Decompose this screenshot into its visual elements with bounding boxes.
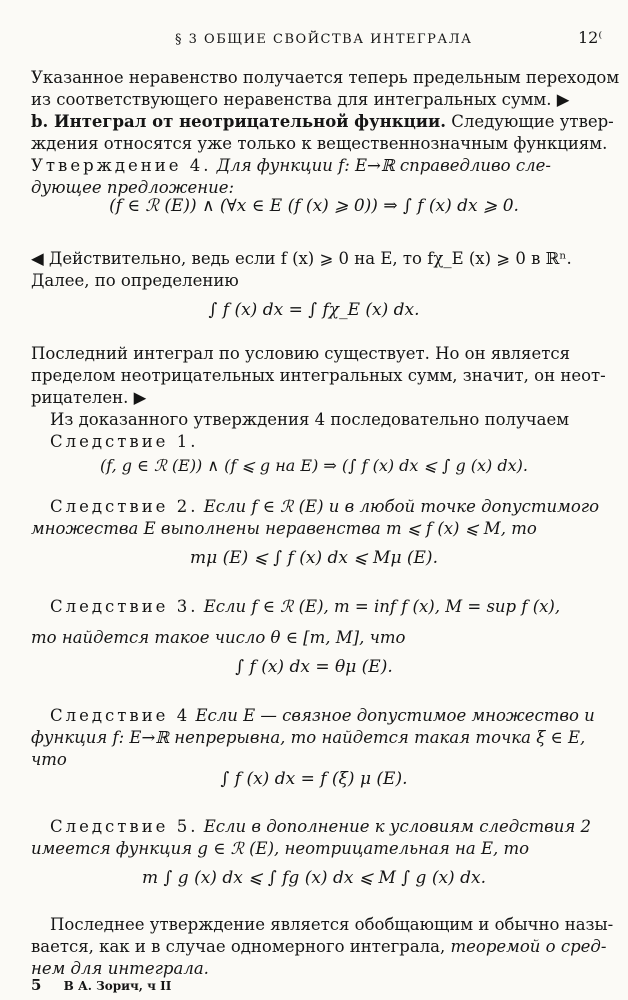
text-line <box>31 111 614 133</box>
text-fragment: вается, как и в случае одномерного интеграла, <box>31 937 451 956</box>
text-fragment: Если f ∈ ℛ (E), m = inf f (x), M = sup f (x), <box>198 597 561 616</box>
formula: ∫ f (x) dx = ∫ fχ_E (x) dx. <box>208 300 420 320</box>
formula: (f, g ∈ ℛ (E)) ∧ (f ⩽ g на E) ⇒ (∫ f (x) dx ⩽ ∫ g (x) dx). <box>100 456 528 475</box>
text-line: ждения относятся уже только к вещественнозначным функциям. <box>31 134 608 153</box>
signature-text: В А. Зорич, ч II <box>63 979 172 993</box>
text-fragment: Если E — связное допустимое множество и <box>190 706 595 725</box>
text-line: ◀ Действительно, ведь если f (x) ⩾ 0 на E, то fχ_E (x) ⩾ 0 в ℝⁿ. <box>31 249 572 268</box>
signature-number: 5 <box>31 976 42 994</box>
text-line <box>31 155 597 177</box>
text-line <box>50 496 616 518</box>
text-fragment: Если в дополнение к условиям следствия 2 <box>198 817 591 836</box>
formula: (f ∈ ℛ (E)) ∧ (∀x ∈ E (f (x) ⩾ 0)) ⇒ ∫ f (x) dx ⩾ 0. <box>109 196 519 216</box>
text-line: рицателен. ▶ <box>31 388 147 407</box>
page-footer <box>31 976 171 994</box>
text-line: пределом неотрицательных интегральных сумм, значит, он неот- <box>31 366 606 385</box>
text-line: Из доказанного утверждения 4 последовательно получаем <box>50 410 570 429</box>
formula: ∫ f (x) dx = f (ξ) μ (E). <box>220 769 408 789</box>
text-line: Указанное неравенство получается теперь предельным переходом <box>31 68 620 87</box>
statement-label: Утверждение 4. <box>31 156 212 175</box>
text-line <box>50 816 616 838</box>
text-line: то найдется такое число θ ∈ [m, M], что <box>31 628 406 647</box>
text-line: Последнее утверждение является обобщающим и обычно назы- <box>50 915 614 934</box>
corollary-label: Следствие 4 <box>50 706 191 725</box>
text-line: Далее, по определению <box>31 271 239 290</box>
formula: mμ (E) ⩽ ∫ f (x) dx ⩽ Mμ (E). <box>190 548 438 568</box>
text-line: из соответствующего неравенства для интегральных сумм. ▶ <box>31 90 570 109</box>
text-line: функция f: E→ℝ непрерывна, то найдется такая точка ξ ∈ E, <box>31 728 586 747</box>
text-line: что <box>31 750 67 769</box>
corollary-label: Следствие 3. <box>50 597 199 616</box>
header-title: § 3 ОБЩИЕ СВОЙСТВА ИНТЕГРАЛА <box>175 32 473 47</box>
text-line <box>50 596 616 618</box>
text-line: Последний интеграл по условию существует. Но он является <box>31 344 570 363</box>
text-fragment: Следующие утвер- <box>446 112 614 131</box>
formula: m ∫ g (x) dx ⩽ ∫ fg (x) dx ⩽ M ∫ g (x) dx. <box>142 868 486 888</box>
text-line: имеется функция g ∈ ℛ (E), неотрицательная на E, то <box>31 839 530 858</box>
text-fragment: теоремой о сред- <box>450 937 607 956</box>
text-line <box>50 705 616 727</box>
page-number: 12⁽ <box>578 28 603 47</box>
corollary-label: Следствие 2. <box>50 497 199 516</box>
text-line: нем для интеграла. <box>31 959 209 978</box>
text-fragment: Если f ∈ ℛ (E) и в любой точке допустимого <box>198 497 600 516</box>
formula: ∫ f (x) dx = θμ (E). <box>235 657 393 677</box>
text-line: множества E выполнены неравенства m ⩽ f (x) ⩽ M, то <box>31 519 537 538</box>
text-fragment: Для функции f: E→ℝ справедливо сле- <box>211 156 551 175</box>
text-line <box>31 936 607 958</box>
corollary-label: Следствие 1. <box>50 432 199 451</box>
corollary-label: Следствие 5. <box>50 817 199 836</box>
text-line: дующее предложение: <box>31 178 235 197</box>
section-heading: b. Интеграл от неотрицательной функции. <box>31 112 447 131</box>
